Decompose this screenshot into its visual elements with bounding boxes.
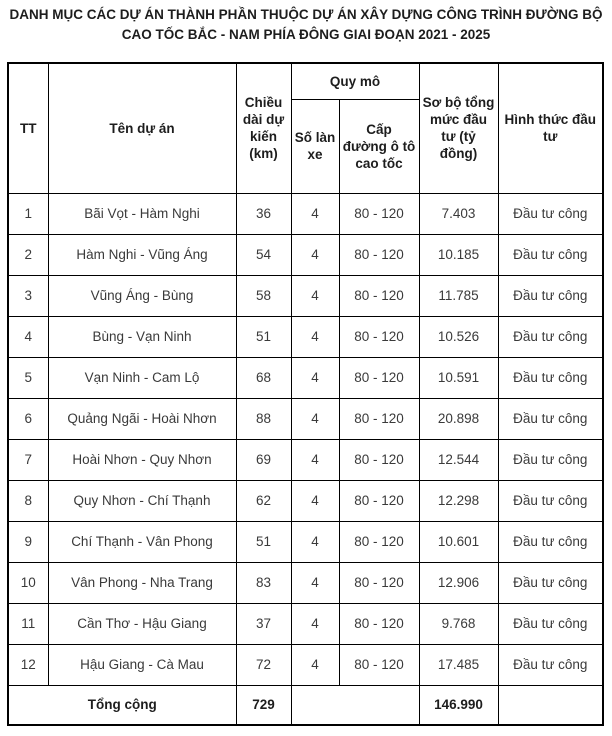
total-investment: 146.990 <box>419 685 498 725</box>
cell-project-name: Chí Thạnh - Vân Phong <box>48 521 236 562</box>
cell-length: 58 <box>236 275 291 316</box>
cell-investment: 20.898 <box>419 398 498 439</box>
cell-investment: 10.185 <box>419 234 498 275</box>
cell-lanes: 4 <box>291 193 339 234</box>
cell-length: 51 <box>236 521 291 562</box>
cell-investment: 17.485 <box>419 644 498 685</box>
cell-project-name: Vũng Áng - Bùng <box>48 275 236 316</box>
total-empty-quy-mo <box>291 685 419 725</box>
cell-investment-form: Đầu tư công <box>498 275 603 316</box>
total-row <box>8 685 603 725</box>
cell-speed-range: 80 - 120 <box>339 234 419 275</box>
cell-project-name: Quảng Ngãi - Hoài Nhơn <box>48 398 236 439</box>
column-header-so-bo-tong-muc-dau-tu: Sơ bộ tổng mức đầu tư (tỷ đồng) <box>419 63 498 193</box>
cell-lanes: 4 <box>291 644 339 685</box>
cell-length: 69 <box>236 439 291 480</box>
cell-length: 51 <box>236 316 291 357</box>
cell-investment-form: Đầu tư công <box>498 603 603 644</box>
table-row <box>8 521 603 562</box>
column-header-hinh-thuc-dau-tu: Hình thức đầu tư <box>498 63 603 193</box>
cell-speed-range: 80 - 120 <box>339 316 419 357</box>
cell-speed-range: 80 - 120 <box>339 480 419 521</box>
table-row <box>8 644 603 685</box>
cell-tt: 3 <box>8 275 48 316</box>
cell-speed-range: 80 - 120 <box>339 275 419 316</box>
cell-investment-form: Đầu tư công <box>498 193 603 234</box>
cell-investment: 10.591 <box>419 357 498 398</box>
cell-length: 36 <box>236 193 291 234</box>
cell-project-name: Vân Phong - Nha Trang <box>48 562 236 603</box>
cell-project-name: Hậu Giang - Cà Mau <box>48 644 236 685</box>
cell-tt: 6 <box>8 398 48 439</box>
table-row <box>8 603 603 644</box>
cell-investment-form: Đầu tư công <box>498 480 603 521</box>
title-line-1: DANH MỤC CÁC DỰ ÁN THÀNH PHẦN THUỘC DỰ ÁN XÂY DỰNG CÔNG TRÌNH ĐƯỜNG BỘ <box>9 7 603 22</box>
cell-tt: 12 <box>8 644 48 685</box>
cell-project-name: Bùng - Vạn Ninh <box>48 316 236 357</box>
cell-lanes: 4 <box>291 603 339 644</box>
cell-project-name: Cần Thơ - Hậu Giang <box>48 603 236 644</box>
cell-speed-range: 80 - 120 <box>339 562 419 603</box>
cell-tt: 11 <box>8 603 48 644</box>
cell-lanes: 4 <box>291 398 339 439</box>
cell-tt: 5 <box>8 357 48 398</box>
cell-investment-form: Đầu tư công <box>498 562 603 603</box>
column-header-tt: TT <box>8 63 48 193</box>
cell-investment: 12.544 <box>419 439 498 480</box>
cell-lanes: 4 <box>291 275 339 316</box>
cell-lanes: 4 <box>291 562 339 603</box>
column-header-chieu-dai: Chiều dài dự kiến (km) <box>236 63 291 193</box>
cell-speed-range: 80 - 120 <box>339 644 419 685</box>
table-row <box>8 275 603 316</box>
cell-investment: 11.785 <box>419 275 498 316</box>
cell-speed-range: 80 - 120 <box>339 439 419 480</box>
table-row <box>8 234 603 275</box>
cell-investment-form: Đầu tư công <box>498 316 603 357</box>
cell-lanes: 4 <box>291 316 339 357</box>
cell-tt: 7 <box>8 439 48 480</box>
column-header-so-lan-xe: Số làn xe <box>291 99 339 193</box>
column-header-quy-mo: Quy mô <box>291 63 419 99</box>
cell-investment-form: Đầu tư công <box>498 439 603 480</box>
cell-investment: 12.298 <box>419 480 498 521</box>
cell-lanes: 4 <box>291 357 339 398</box>
title-line-2: CAO TỐC BẮC - NAM PHÍA ĐÔNG GIAI ĐOẠN 2021 - 2025 <box>121 27 491 42</box>
cell-project-name: Hàm Nghi - Vũng Áng <box>48 234 236 275</box>
cell-speed-range: 80 - 120 <box>339 193 419 234</box>
table-row <box>8 193 603 234</box>
cell-investment: 9.768 <box>419 603 498 644</box>
total-length: 729 <box>236 685 291 725</box>
cell-length: 83 <box>236 562 291 603</box>
table-row <box>8 357 603 398</box>
cell-tt: 4 <box>8 316 48 357</box>
cell-length: 62 <box>236 480 291 521</box>
table-row <box>8 439 603 480</box>
cell-tt: 9 <box>8 521 48 562</box>
cell-tt: 2 <box>8 234 48 275</box>
cell-tt: 8 <box>8 480 48 521</box>
cell-speed-range: 80 - 120 <box>339 357 419 398</box>
cell-investment-form: Đầu tư công <box>498 398 603 439</box>
cell-investment-form: Đầu tư công <box>498 521 603 562</box>
cell-length: 37 <box>236 603 291 644</box>
table-row <box>8 562 603 603</box>
cell-lanes: 4 <box>291 439 339 480</box>
header-row-top <box>8 63 603 99</box>
cell-project-name: Vạn Ninh - Cam Lộ <box>48 357 236 398</box>
cell-project-name: Hoài Nhơn - Quy Nhơn <box>48 439 236 480</box>
cell-investment-form: Đầu tư công <box>498 644 603 685</box>
total-label: Tổng cộng <box>8 685 236 725</box>
column-header-ten-du-an: Tên dự án <box>48 63 236 193</box>
projects-table <box>7 62 604 726</box>
cell-speed-range: 80 - 120 <box>339 521 419 562</box>
cell-tt: 10 <box>8 562 48 603</box>
cell-speed-range: 80 - 120 <box>339 603 419 644</box>
cell-lanes: 4 <box>291 480 339 521</box>
cell-investment: 7.403 <box>419 193 498 234</box>
cell-investment-form: Đầu tư công <box>498 357 603 398</box>
table-row <box>8 480 603 521</box>
cell-investment: 10.601 <box>419 521 498 562</box>
cell-project-name: Quy Nhơn - Chí Thạnh <box>48 480 236 521</box>
total-empty-hinh-thuc <box>498 685 603 725</box>
cell-length: 54 <box>236 234 291 275</box>
cell-lanes: 4 <box>291 521 339 562</box>
cell-investment: 10.526 <box>419 316 498 357</box>
cell-project-name: Bãi Vọt - Hàm Nghi <box>48 193 236 234</box>
cell-speed-range: 80 - 120 <box>339 398 419 439</box>
table-row <box>8 398 603 439</box>
cell-tt: 1 <box>8 193 48 234</box>
table-row <box>8 316 603 357</box>
cell-lanes: 4 <box>291 234 339 275</box>
cell-length: 88 <box>236 398 291 439</box>
cell-length: 68 <box>236 357 291 398</box>
cell-investment-form: Đầu tư công <box>498 234 603 275</box>
cell-investment: 12.906 <box>419 562 498 603</box>
column-header-cap-duong: Cấp đường ô tô cao tốc <box>339 99 419 193</box>
cell-length: 72 <box>236 644 291 685</box>
page-title <box>0 5 612 45</box>
